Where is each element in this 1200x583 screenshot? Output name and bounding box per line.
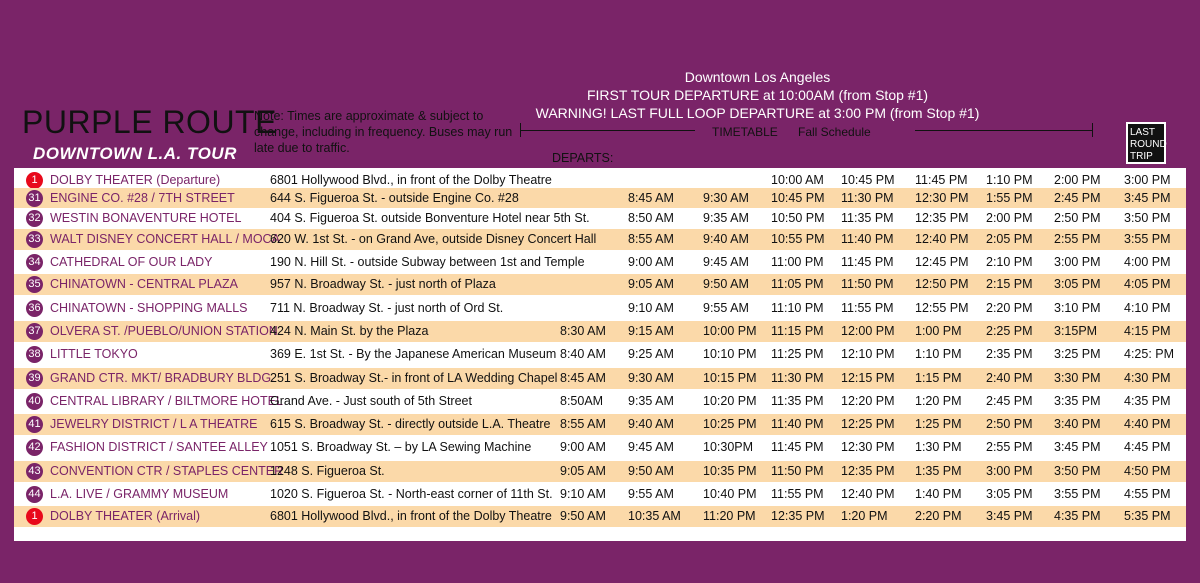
departure-time: 4:55 PM [1124,487,1171,501]
departure-time: 2:55 PM [986,440,1033,454]
stop-name: CATHEDRAL OF OUR LADY [50,255,213,269]
departure-time: 12:10 PM [841,347,895,361]
departure-time: 2:20 PM [986,301,1033,315]
stop-name: ENGINE CO. #28 / 7TH STREET [50,191,235,205]
departure-time: 8:55 AM [560,417,606,431]
departure-time: 2:50 PM [1054,211,1101,225]
table-row [14,437,1186,458]
stop-name: FASHION DISTRICT / SANTEE ALLEY [50,440,268,454]
departure-time: 3:40 PM [1054,417,1101,431]
departure-time: 2:15 PM [986,277,1033,291]
departure-time: 11:35 PM [841,211,894,225]
stop-name: CHINATOWN - SHOPPING MALLS [50,301,248,315]
stop-address: 369 E. 1st St. - By the Japanese American Museum [270,347,557,361]
table-row [14,484,1186,505]
departure-time: 11:00 PM [771,255,824,269]
departure-time: 10:35 PM [703,464,757,478]
departure-time: 10:30PM [703,440,754,454]
stop-name: CONVENTION CTR / STAPLES CENTER [50,464,284,478]
departure-time: 9:00 AM [628,255,674,269]
departure-time: 9:05 AM [560,464,606,478]
table-row [14,414,1186,435]
departure-time: 3:50 PM [1054,464,1101,478]
stop-name: CENTRAL LIBRARY / BILTMORE HOTEL [50,394,283,408]
departure-time: 3:10 PM [1054,301,1101,315]
departure-time: 4:35 PM [1124,394,1171,408]
stop-name: GRAND CTR. MKT/ BRADBURY BLDG. [50,371,275,385]
departure-time: 12:25 PM [841,417,895,431]
departure-time: 12:40 PM [841,487,895,501]
table-row [14,298,1186,319]
departure-time: 9:10 AM [560,487,606,501]
stop-number-badge: 1 [26,172,43,189]
departure-time: 1:20 PM [841,509,888,523]
departure-time: 2:45 PM [1054,191,1101,205]
departure-time: 4:10 PM [1124,301,1171,315]
stop-name: WALT DISNEY CONCERT HALL / MOCA [50,232,280,246]
departure-time: 11:20 PM [703,509,756,523]
departure-time: 9:35 AM [703,211,749,225]
departure-time: 12:40 PM [915,232,969,246]
departure-time: 3:00 PM [986,464,1033,478]
stop-address: 620 W. 1st St. - on Grand Ave, outside Disney Concert Hall [270,232,597,246]
departure-time: 5:35 PM [1124,509,1171,523]
stop-number-badge: 33 [26,231,43,248]
header-line-1: Downtown Los Angeles [684,69,831,85]
table-row [14,208,1186,229]
departure-time: 8:45 AM [560,371,606,385]
departure-time: 4:35 PM [1054,509,1101,523]
departure-time: 2:25 PM [986,324,1033,338]
table-row [14,344,1186,365]
stop-number-badge: 41 [26,416,43,433]
departure-time: 9:40 AM [628,417,674,431]
stop-number-badge: 42 [26,439,43,456]
departure-time: 3:15PM [1054,324,1098,338]
stop-number-badge: 43 [26,463,43,480]
stop-address: 190 N. Hill St. - outside Subway between 1st and Temple [270,255,585,269]
stop-address: 644 S. Figueroa St. - outside Engine Co. #28 [270,191,519,205]
stop-number-badge: 35 [26,276,43,293]
stop-address: 6801 Hollywood Blvd., in front of the Dolby Theatre [270,509,552,523]
header-line-2: FIRST TOUR DEPARTURE at 10:00AM (from Stop #1) [586,87,929,103]
stop-number-badge: 36 [26,300,43,317]
departure-time: 4:30 PM [1124,371,1171,385]
table-row [14,274,1186,295]
stop-address: 615 S. Broadway St. - directly outside L.A. Theatre [270,417,551,431]
departure-time: 4:45 PM [1124,440,1171,454]
stop-address: 1020 S. Figueroa St. - North-east corner of 11th St. [270,487,553,501]
route-title: PURPLE ROUTE [22,104,277,140]
departure-time: 12:20 PM [841,394,895,408]
table-row [14,321,1186,342]
departure-time: 10:50 PM [771,211,825,225]
departure-time: 3:05 PM [1054,277,1101,291]
departure-time: 3:55 PM [1054,487,1101,501]
stop-address: 251 S. Broadway St.- in front of LA Wedding Chapel [270,371,558,385]
departure-time: 8:50AM [560,394,604,408]
departure-time: 9:50 AM [628,464,674,478]
stop-address: 1248 S. Figueroa St. [270,464,385,478]
stop-number-badge: 40 [26,393,43,410]
departure-time: 9:50 AM [703,277,749,291]
departure-time: 11:10 PM [771,301,824,315]
departure-time: 1:25 PM [915,417,962,431]
departs-label: DEPARTS: [552,151,614,165]
departure-time: 10:45 PM [771,191,825,205]
stop-name: LITTLE TOKYO [50,347,138,361]
departure-time: 11:25 PM [771,347,824,361]
departure-time: 1:35 PM [915,464,962,478]
departure-time: 12:35 PM [841,464,895,478]
stop-address: 957 N. Broadway St. - just north of Plaza [270,277,496,291]
header-info [520,68,995,122]
departure-time: 9:15 AM [628,324,674,338]
departure-time: 3:45 PM [1124,191,1171,205]
departure-time: 12:00 PM [841,324,895,338]
stop-name: L.A. LIVE / GRAMMY MUSEUM [50,487,229,501]
departure-time: 10:10 PM [703,347,757,361]
departure-time: 2:50 PM [986,417,1033,431]
timetable-label: TIMETABLE [712,125,778,139]
departure-time: 11:50 PM [771,464,824,478]
departure-time: 1:40 PM [915,487,962,501]
stop-number-badge: 44 [26,486,43,503]
last-round-trip-label: LAST ROUND TRIP [1126,122,1166,164]
departure-time: 4:05 PM [1124,277,1171,291]
departure-time: 2:10 PM [986,255,1033,269]
table-row [14,252,1186,273]
departure-time: 9:40 AM [703,232,749,246]
departure-time: 3:00 PM [1054,255,1101,269]
schedule-table [14,168,1186,541]
departure-time: 12:35 PM [771,509,825,523]
departure-time: 4:40 PM [1124,417,1171,431]
stop-address: 6801 Hollywood Blvd., in front of the Dolby Theatre [270,173,552,187]
departure-time: 12:45 PM [915,255,969,269]
schedule-note: Note: Times are approximate & subject to change, including in frequency. Buses may run late due to traffic. [254,109,513,155]
departure-time: 10:00 PM [703,324,757,338]
departure-time: 1:55 PM [986,191,1033,205]
departure-time: 12:35 PM [915,211,969,225]
departure-time: 10:25 PM [703,417,757,431]
table-row [14,229,1186,250]
departure-time: 3:50 PM [1124,211,1171,225]
stop-address: 404 S. Figueroa St. outside Bonventure Hotel near 5th St. [270,211,590,225]
departure-time: 3:30 PM [1054,371,1101,385]
departure-time: 11:30 PM [771,371,824,385]
departure-time: 11:15 PM [771,324,824,338]
stop-address: Grand Ave. - Just south of 5th Street [270,394,472,408]
departure-time: 9:50 AM [560,509,606,523]
departure-time: 10:40 PM [703,487,757,501]
stop-number-badge: 1 [26,508,43,525]
header-line-3: WARNING! LAST FULL LOOP DEPARTURE at 3:00 PM (from Stop #1) [535,105,980,121]
stop-name: WESTIN BONAVENTURE HOTEL [50,211,242,225]
departure-time: 9:05 AM [628,277,674,291]
departure-time: 8:30 AM [560,324,606,338]
departure-time: 12:15 PM [841,371,895,385]
stop-number-badge: 37 [26,323,43,340]
departure-time: 3:45 PM [1054,440,1101,454]
departure-time: 10:45 PM [841,173,895,187]
departure-time: 2:05 PM [986,232,1033,246]
table-row [14,461,1186,482]
departure-time: 12:30 PM [841,440,895,454]
departure-time: 8:55 AM [628,232,674,246]
schedule-label: Fall Schedule [798,125,871,139]
departure-time: 4:50 PM [1124,464,1171,478]
departure-time: 9:30 AM [703,191,749,205]
departure-time: 9:10 AM [628,301,674,315]
departure-time: 1:30 PM [915,440,962,454]
departure-time: 8:50 AM [628,211,674,225]
departure-time: 9:55 AM [628,487,674,501]
departure-time: 1:15 PM [915,371,962,385]
departure-time: 3:00 PM [1124,173,1171,187]
departure-time: 1:20 PM [915,394,962,408]
departure-time: 3:05 PM [986,487,1033,501]
departure-time: 2:55 PM [1054,232,1101,246]
departure-time: 10:15 PM [703,371,757,385]
departure-time: 2:20 PM [915,509,962,523]
departure-time: 1:10 PM [986,173,1033,187]
departure-time: 8:45 AM [628,191,674,205]
departure-time: 1:00 PM [915,324,962,338]
departure-time: 9:45 AM [703,255,749,269]
departure-time: 11:05 PM [771,277,824,291]
departure-time: 12:55 PM [915,301,969,315]
stop-number-badge: 32 [26,210,43,227]
departure-time: 9:45 AM [628,440,674,454]
stop-number-badge: 31 [26,190,43,207]
departure-time: 4:15 PM [1124,324,1171,338]
departure-time: 4:00 PM [1124,255,1171,269]
departure-time: 9:25 AM [628,347,674,361]
departure-time: 11:40 PM [841,232,894,246]
stop-name: DOLBY THEATER (Arrival) [50,509,201,523]
stop-name: JEWELRY DISTRICT / L A THEATRE [50,417,258,431]
stop-number-badge: 38 [26,346,43,363]
departure-time: 3:35 PM [1054,394,1101,408]
departure-time: 9:30 AM [628,371,674,385]
tour-subtitle: DOWNTOWN L.A. TOUR [33,144,237,163]
departure-time: 2:00 PM [986,211,1033,225]
table-row [14,188,1186,209]
departure-time: 9:35 AM [628,394,674,408]
departure-time: 8:40 AM [560,347,606,361]
departure-time: 2:35 PM [986,347,1033,361]
stop-address: 424 N. Main St. by the Plaza [270,324,429,338]
departure-time: 11:55 PM [841,301,894,315]
table-row [14,368,1186,389]
stop-address: 1051 S. Broadway St. – by LA Sewing Machine [270,440,532,454]
table-row [14,391,1186,412]
departure-time: 11:45 PM [771,440,824,454]
departure-time: 2:45 PM [986,394,1033,408]
stop-name: DOLBY THEATER (Departure) [50,173,221,187]
departure-time: 3:55 PM [1124,232,1171,246]
departure-time: 9:55 AM [703,301,749,315]
departure-time: 11:35 PM [771,394,824,408]
departure-time: 10:55 PM [771,232,825,246]
departure-time: 10:00 AM [771,173,824,187]
departure-time: 9:00 AM [560,440,606,454]
departure-time: 2:40 PM [986,371,1033,385]
departure-time: 12:30 PM [915,191,969,205]
table-row [14,506,1186,527]
departure-time: 10:35 AM [628,509,681,523]
departure-time: 1:10 PM [915,347,962,361]
stop-number-badge: 39 [26,370,43,387]
departure-time: 11:30 PM [841,191,894,205]
stop-name: CHINATOWN - CENTRAL PLAZA [50,277,238,291]
departure-time: 3:45 PM [986,509,1033,523]
stop-name: OLVERA ST. /PUEBLO/UNION STATION [50,324,278,338]
departure-time: 10:20 PM [703,394,757,408]
departure-time: 11:45 PM [841,255,894,269]
departure-time: 2:00 PM [1054,173,1101,187]
departure-time: 11:40 PM [771,417,824,431]
stop-address: 711 N. Broadway St. - just north of Ord St. [270,301,504,315]
departure-time: 3:25 PM [1054,347,1101,361]
departure-time: 11:45 PM [915,173,968,187]
stop-number-badge: 34 [26,254,43,271]
departure-time: 12:50 PM [915,277,969,291]
departure-time: 4:25: PM [1124,347,1175,361]
departure-time: 11:55 PM [771,487,824,501]
departure-time: 11:50 PM [841,277,894,291]
